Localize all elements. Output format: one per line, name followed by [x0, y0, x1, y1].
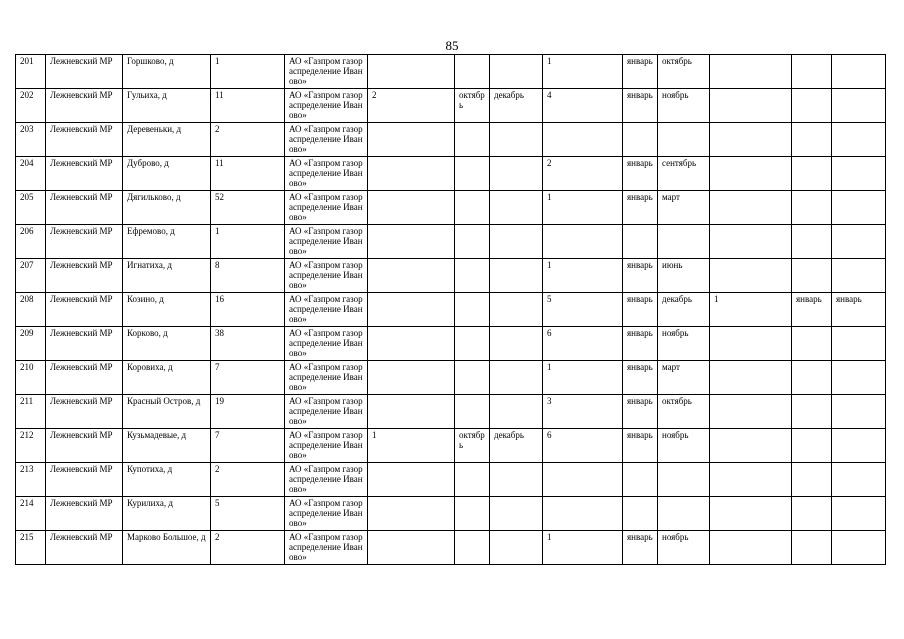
cell-row-number: 206: [16, 225, 46, 259]
table-row: [16, 429, 886, 463]
cell-end-month-2: [490, 293, 543, 327]
cell-operator: АО «Газпром газораспределение Иваново»: [285, 429, 368, 463]
cell-start-month-2: октябрь: [455, 429, 490, 463]
cell-end-month-2: декабрь: [490, 429, 543, 463]
cell-count-3: 1: [543, 531, 623, 565]
cell-start-month-4: [792, 327, 832, 361]
cell-operator: АО «Газпром газораспределение Иваново»: [285, 191, 368, 225]
cell-count: 8: [211, 259, 285, 293]
cell-operator: АО «Газпром газораспределение Иваново»: [285, 55, 368, 89]
table-row: [16, 361, 886, 395]
cell-end-month-4: [832, 259, 886, 293]
cell-count-2: [368, 361, 455, 395]
cell-end-month-3: [658, 463, 710, 497]
cell-operator: АО «Газпром газораспределение Иваново»: [285, 463, 368, 497]
cell-count-2: [368, 531, 455, 565]
cell-end-month-4: [832, 225, 886, 259]
cell-start-month-3: январь: [623, 293, 658, 327]
cell-end-month-2: [490, 191, 543, 225]
cell-end-month-3: [658, 497, 710, 531]
cell-end-month-4: [832, 123, 886, 157]
cell-count-4: [710, 429, 792, 463]
cell-count: 11: [211, 89, 285, 123]
cell-count-2: [368, 225, 455, 259]
cell-operator: АО «Газпром газораспределение Иваново»: [285, 531, 368, 565]
cell-locality: Гульиха, д: [123, 89, 211, 123]
cell-locality: Марково Большое, д: [123, 531, 211, 565]
cell-row-number: 207: [16, 259, 46, 293]
cell-count: 16: [211, 293, 285, 327]
cell-count-2: [368, 293, 455, 327]
cell-operator: АО «Газпром газораспределение Иваново»: [285, 225, 368, 259]
cell-end-month-4: [832, 89, 886, 123]
cell-count-2: [368, 463, 455, 497]
cell-locality: Горшково, д: [123, 55, 211, 89]
cell-operator: АО «Газпром газораспределение Иваново»: [285, 259, 368, 293]
cell-count-2: 1: [368, 429, 455, 463]
cell-count-3: 1: [543, 361, 623, 395]
cell-start-month-4: [792, 429, 832, 463]
cell-locality: Красный Остров, д: [123, 395, 211, 429]
cell-count-3: 6: [543, 429, 623, 463]
cell-count-4: [710, 225, 792, 259]
table-row: [16, 123, 886, 157]
cell-start-month-2: [455, 531, 490, 565]
cell-start-month-3: [623, 463, 658, 497]
cell-start-month-4: [792, 259, 832, 293]
cell-district: Лежневский МР: [46, 259, 123, 293]
cell-row-number: 214: [16, 497, 46, 531]
table-row: [16, 259, 886, 293]
cell-district: Лежневский МР: [46, 463, 123, 497]
cell-count-3: 4: [543, 89, 623, 123]
cell-count-2: [368, 55, 455, 89]
cell-row-number: 204: [16, 157, 46, 191]
cell-district: Лежневский МР: [46, 395, 123, 429]
data-table: [15, 54, 886, 565]
cell-row-number: 215: [16, 531, 46, 565]
cell-count: 1: [211, 225, 285, 259]
cell-start-month-2: [455, 497, 490, 531]
cell-operator: АО «Газпром газораспределение Иваново»: [285, 293, 368, 327]
cell-district: Лежневский МР: [46, 293, 123, 327]
cell-district: Лежневский МР: [46, 531, 123, 565]
cell-count: 2: [211, 531, 285, 565]
cell-start-month-2: [455, 123, 490, 157]
cell-start-month-2: [455, 55, 490, 89]
cell-end-month-2: [490, 55, 543, 89]
cell-row-number: 210: [16, 361, 46, 395]
cell-district: Лежневский МР: [46, 497, 123, 531]
cell-row-number: 203: [16, 123, 46, 157]
page-number: 85: [445, 38, 459, 53]
table-row: [16, 293, 886, 327]
cell-end-month-3: март: [658, 361, 710, 395]
cell-count: 7: [211, 429, 285, 463]
cell-end-month-2: [490, 259, 543, 293]
cell-start-month-4: [792, 89, 832, 123]
cell-operator: АО «Газпром газораспределение Иваново»: [285, 157, 368, 191]
table-row: [16, 497, 886, 531]
cell-start-month-3: [623, 123, 658, 157]
cell-end-month-3: декабрь: [658, 293, 710, 327]
cell-row-number: 205: [16, 191, 46, 225]
cell-end-month-2: [490, 225, 543, 259]
cell-row-number: 201: [16, 55, 46, 89]
cell-count: 7: [211, 361, 285, 395]
cell-end-month-2: [490, 531, 543, 565]
cell-start-month-3: январь: [623, 429, 658, 463]
cell-start-month-4: [792, 191, 832, 225]
cell-end-month-2: [490, 123, 543, 157]
cell-count-2: [368, 327, 455, 361]
cell-locality: Кузьмадевые, д: [123, 429, 211, 463]
cell-count: 19: [211, 395, 285, 429]
cell-end-month-4: [832, 395, 886, 429]
cell-end-month-2: [490, 157, 543, 191]
cell-count-2: [368, 259, 455, 293]
cell-start-month-4: [792, 497, 832, 531]
cell-start-month-4: [792, 463, 832, 497]
cell-row-number: 212: [16, 429, 46, 463]
cell-operator: АО «Газпром газораспределение Иваново»: [285, 497, 368, 531]
cell-district: Лежневский МР: [46, 123, 123, 157]
cell-end-month-2: [490, 327, 543, 361]
table-row: [16, 89, 886, 123]
cell-end-month-4: январь: [832, 293, 886, 327]
cell-locality: Ефремово, д: [123, 225, 211, 259]
table-row: [16, 463, 886, 497]
cell-start-month-4: [792, 531, 832, 565]
cell-row-number: 208: [16, 293, 46, 327]
cell-locality: Купотиха, д: [123, 463, 211, 497]
cell-start-month-4: [792, 123, 832, 157]
cell-end-month-3: март: [658, 191, 710, 225]
cell-count-3: 1: [543, 191, 623, 225]
cell-district: Лежневский МР: [46, 191, 123, 225]
cell-count-4: 1: [710, 293, 792, 327]
cell-count-2: [368, 123, 455, 157]
cell-count-4: [710, 191, 792, 225]
cell-end-month-4: [832, 531, 886, 565]
cell-count-4: [710, 361, 792, 395]
cell-count: 38: [211, 327, 285, 361]
cell-count-3: 1: [543, 259, 623, 293]
cell-count-4: [710, 497, 792, 531]
cell-locality: Дуброво, д: [123, 157, 211, 191]
cell-end-month-4: [832, 191, 886, 225]
cell-start-month-3: январь: [623, 327, 658, 361]
cell-count-4: [710, 259, 792, 293]
cell-count-3: [543, 225, 623, 259]
cell-count-4: [710, 531, 792, 565]
table-row: [16, 327, 886, 361]
cell-start-month-2: [455, 225, 490, 259]
cell-start-month-3: январь: [623, 55, 658, 89]
cell-start-month-4: [792, 361, 832, 395]
cell-end-month-2: декабрь: [490, 89, 543, 123]
cell-end-month-3: сентябрь: [658, 157, 710, 191]
cell-start-month-3: январь: [623, 395, 658, 429]
cell-count-3: [543, 463, 623, 497]
cell-start-month-2: [455, 191, 490, 225]
cell-start-month-3: январь: [623, 89, 658, 123]
cell-start-month-4: [792, 157, 832, 191]
cell-count-3: 1: [543, 55, 623, 89]
cell-start-month-3: [623, 497, 658, 531]
cell-end-month-3: октябрь: [658, 55, 710, 89]
cell-locality: Деревеньки, д: [123, 123, 211, 157]
cell-district: Лежневский МР: [46, 55, 123, 89]
cell-start-month-3: январь: [623, 191, 658, 225]
cell-end-month-4: [832, 361, 886, 395]
cell-start-month-4: [792, 395, 832, 429]
cell-end-month-3: ноябрь: [658, 89, 710, 123]
cell-count-2: [368, 157, 455, 191]
cell-locality: Козино, д: [123, 293, 211, 327]
cell-locality: Коровиха, д: [123, 361, 211, 395]
cell-operator: АО «Газпром газораспределение Иваново»: [285, 361, 368, 395]
cell-operator: АО «Газпром газораспределение Иваново»: [285, 89, 368, 123]
cell-count-3: 6: [543, 327, 623, 361]
cell-start-month-2: [455, 327, 490, 361]
cell-end-month-2: [490, 497, 543, 531]
table-row: [16, 55, 886, 89]
cell-locality: Корково, д: [123, 327, 211, 361]
cell-row-number: 209: [16, 327, 46, 361]
cell-count: 2: [211, 463, 285, 497]
cell-end-month-3: ноябрь: [658, 429, 710, 463]
cell-start-month-2: [455, 259, 490, 293]
cell-start-month-2: [455, 157, 490, 191]
cell-district: Лежневский МР: [46, 429, 123, 463]
cell-start-month-3: январь: [623, 531, 658, 565]
cell-end-month-3: октябрь: [658, 395, 710, 429]
cell-row-number: 211: [16, 395, 46, 429]
cell-end-month-3: ноябрь: [658, 531, 710, 565]
cell-count-4: [710, 89, 792, 123]
cell-operator: АО «Газпром газораспределение Иваново»: [285, 123, 368, 157]
cell-count: 52: [211, 191, 285, 225]
table-row: [16, 395, 886, 429]
cell-end-month-4: [832, 157, 886, 191]
cell-end-month-3: [658, 123, 710, 157]
cell-start-month-2: октябрь: [455, 89, 490, 123]
cell-end-month-4: [832, 55, 886, 89]
cell-locality: Игнатиха, д: [123, 259, 211, 293]
cell-start-month-4: январь: [792, 293, 832, 327]
cell-locality: Курилиха, д: [123, 497, 211, 531]
table-row: [16, 157, 886, 191]
cell-end-month-3: ноябрь: [658, 327, 710, 361]
cell-count-4: [710, 463, 792, 497]
cell-end-month-4: [832, 463, 886, 497]
cell-end-month-4: [832, 429, 886, 463]
cell-end-month-2: [490, 463, 543, 497]
cell-end-month-3: июнь: [658, 259, 710, 293]
cell-start-month-2: [455, 361, 490, 395]
cell-count-2: 2: [368, 89, 455, 123]
cell-count: 5: [211, 497, 285, 531]
cell-start-month-3: [623, 225, 658, 259]
cell-district: Лежневский МР: [46, 89, 123, 123]
cell-count-4: [710, 327, 792, 361]
table-row: [16, 225, 886, 259]
cell-operator: АО «Газпром газораспределение Иваново»: [285, 327, 368, 361]
cell-row-number: 202: [16, 89, 46, 123]
cell-count-2: [368, 395, 455, 429]
cell-end-month-4: [832, 327, 886, 361]
cell-start-month-3: январь: [623, 157, 658, 191]
table-row: [16, 191, 886, 225]
cell-count-3: 3: [543, 395, 623, 429]
cell-count: 11: [211, 157, 285, 191]
cell-end-month-3: [658, 225, 710, 259]
table-row: [16, 531, 886, 565]
cell-count-2: [368, 497, 455, 531]
cell-count-3: 2: [543, 157, 623, 191]
cell-start-month-4: [792, 225, 832, 259]
cell-district: Лежневский МР: [46, 327, 123, 361]
cell-count-3: [543, 497, 623, 531]
cell-locality: Дягильково, д: [123, 191, 211, 225]
cell-operator: АО «Газпром газораспределение Иваново»: [285, 395, 368, 429]
cell-count: 2: [211, 123, 285, 157]
cell-end-month-2: [490, 395, 543, 429]
cell-start-month-2: [455, 395, 490, 429]
cell-district: Лежневский МР: [46, 225, 123, 259]
cell-district: Лежневский МР: [46, 157, 123, 191]
cell-count-4: [710, 55, 792, 89]
cell-count: 1: [211, 55, 285, 89]
cell-count-4: [710, 123, 792, 157]
cell-count-4: [710, 157, 792, 191]
cell-count-2: [368, 191, 455, 225]
cell-count-3: [543, 123, 623, 157]
cell-start-month-2: [455, 293, 490, 327]
cell-start-month-2: [455, 463, 490, 497]
cell-district: Лежневский МР: [46, 361, 123, 395]
cell-start-month-3: январь: [623, 361, 658, 395]
cell-start-month-4: [792, 55, 832, 89]
cell-count-4: [710, 395, 792, 429]
cell-end-month-2: [490, 361, 543, 395]
cell-row-number: 213: [16, 463, 46, 497]
cell-end-month-4: [832, 497, 886, 531]
cell-count-3: 5: [543, 293, 623, 327]
cell-start-month-3: январь: [623, 259, 658, 293]
